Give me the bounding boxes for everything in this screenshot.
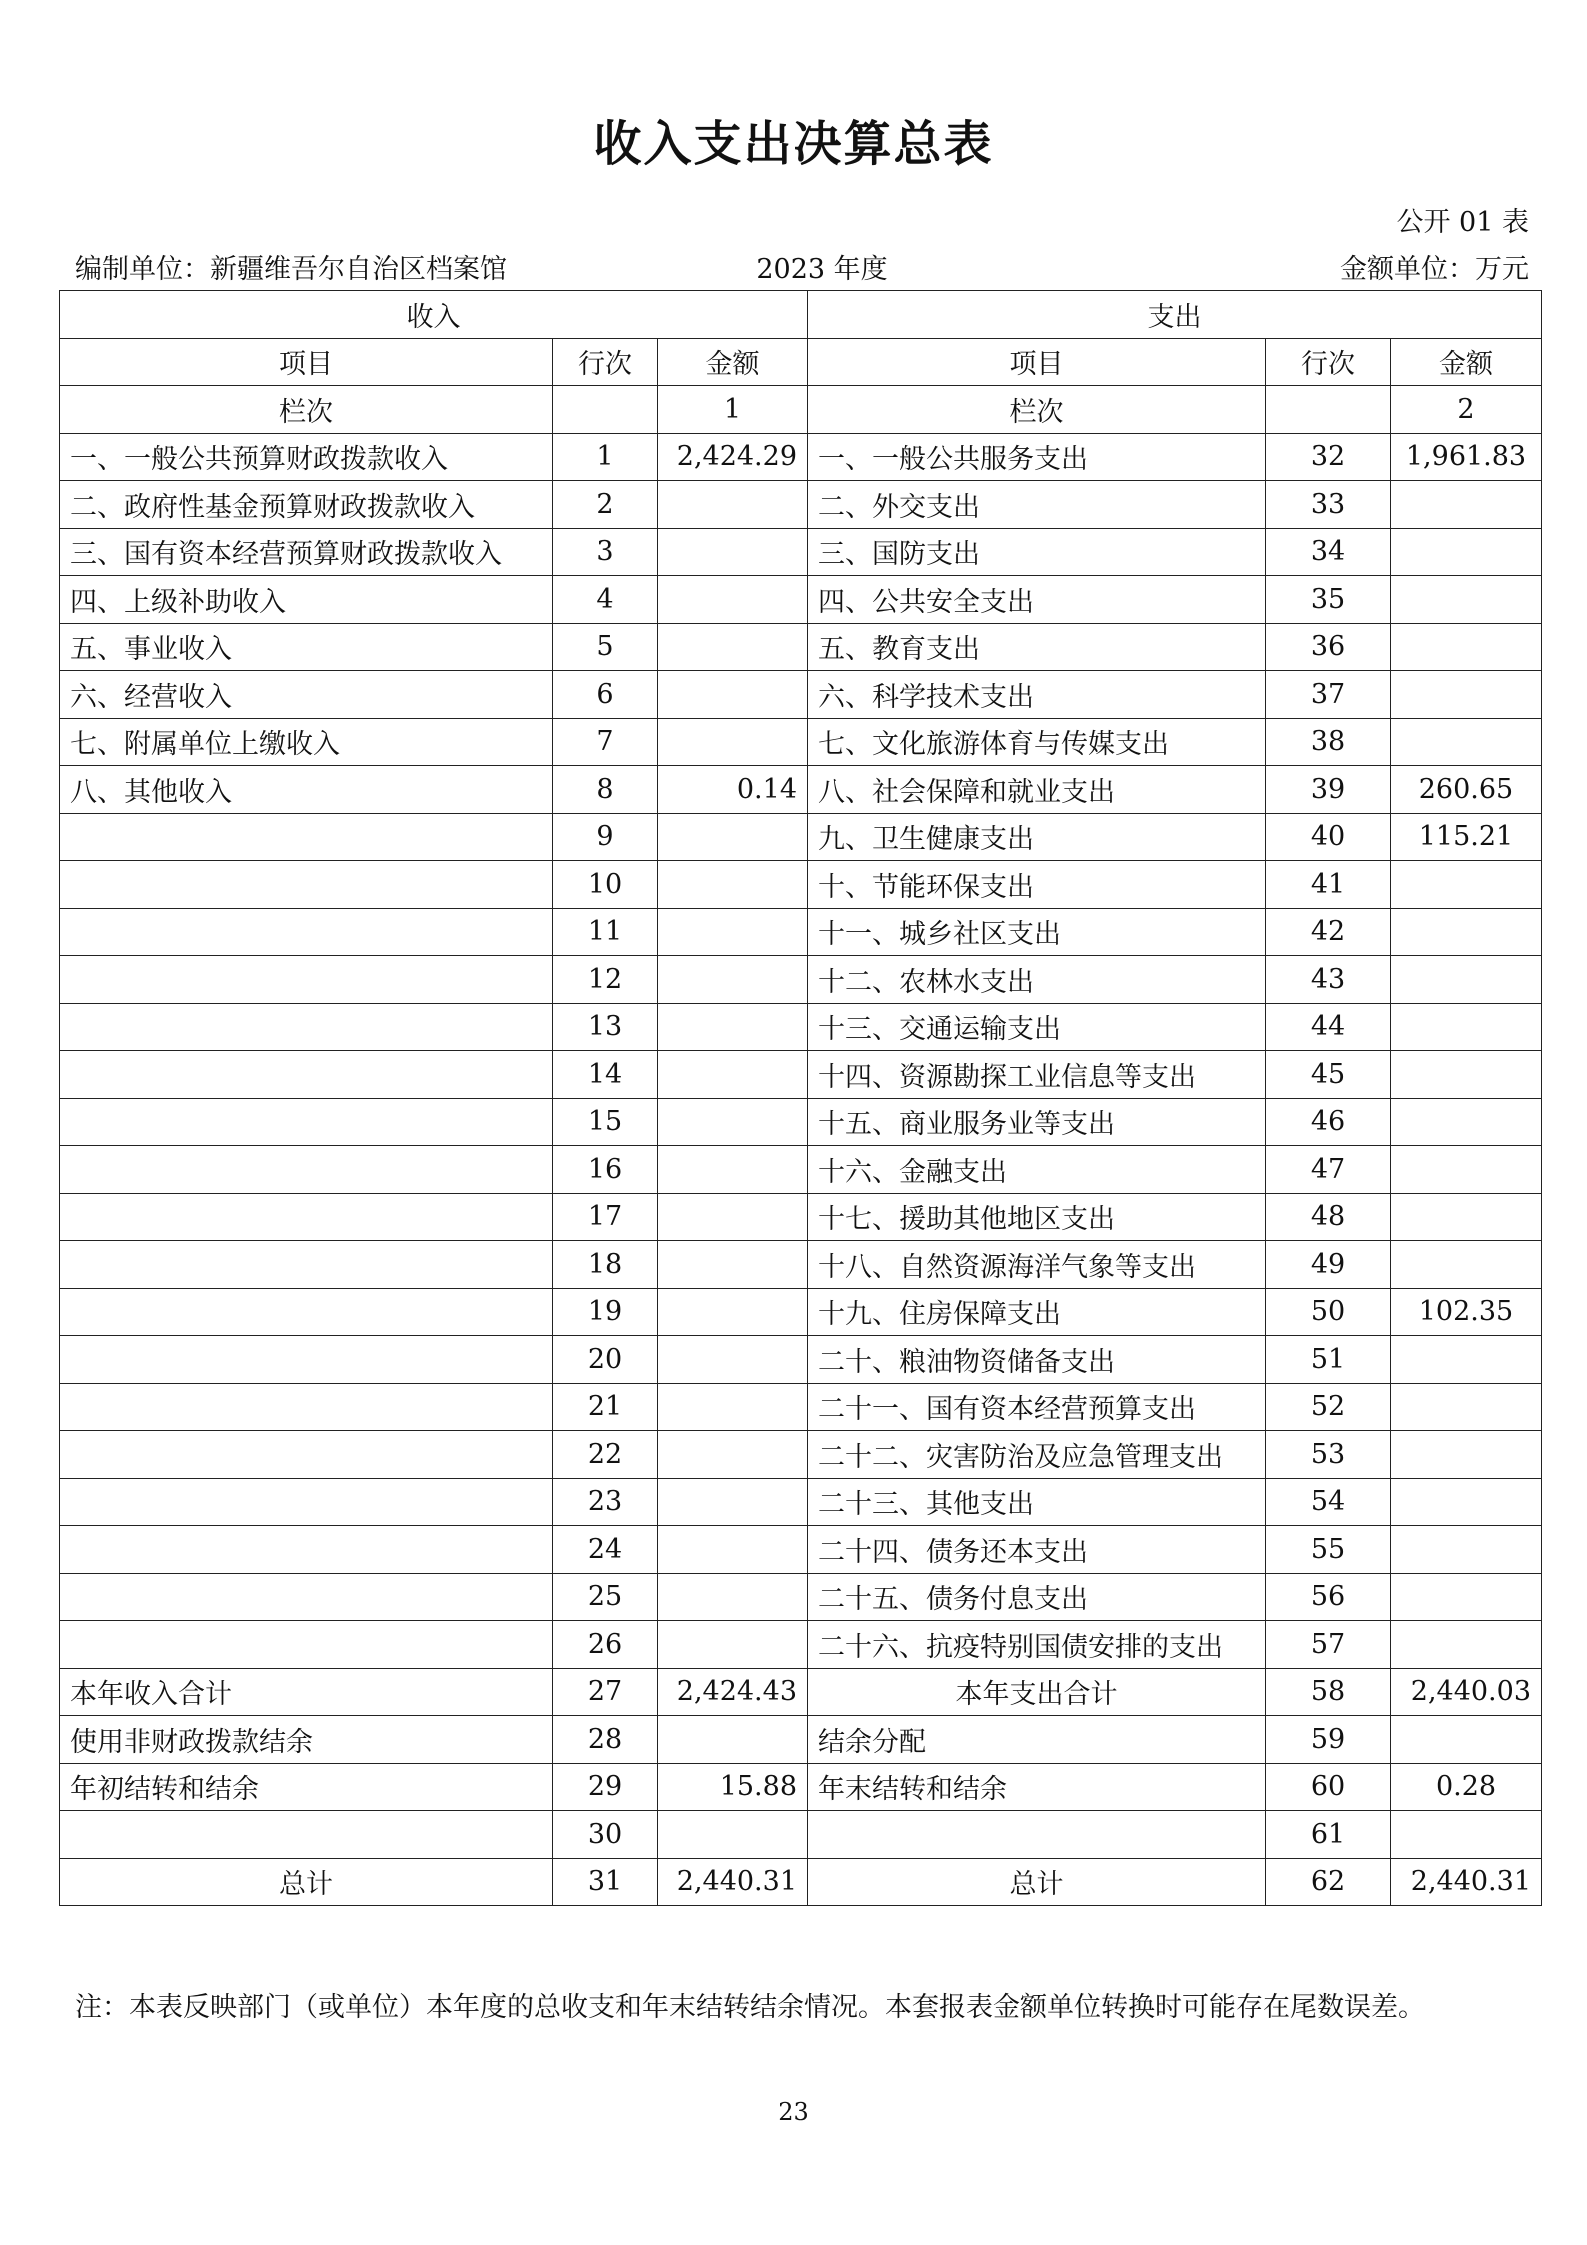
expense-row-no-blank (1266, 386, 1391, 434)
expense-row-no-cell: 32 (1266, 433, 1391, 481)
section-header-row (60, 291, 1542, 339)
income-row-no-cell: 12 (553, 956, 658, 1004)
table-row (60, 1003, 1542, 1051)
expense-item-cell: 五、教育支出 (808, 623, 1266, 671)
income-amount-cell (658, 908, 808, 956)
amount-unit: 金额单位：万元 (1340, 254, 1529, 285)
expense-amount-cell (1391, 1431, 1542, 1479)
expense-item-cell: 二十一、国有资本经营预算支出 (808, 1383, 1266, 1431)
expense-row-no-cell: 36 (1266, 623, 1391, 671)
expense-item-cell: 十一、城乡社区支出 (808, 908, 1266, 956)
expense-row-no-cell: 54 (1266, 1478, 1391, 1526)
expense-row-no-header: 行次 (1266, 338, 1391, 386)
income-amount-cell (658, 1098, 808, 1146)
income-item-cell: 三、国有资本经营预算财政拨款收入 (60, 528, 553, 576)
expense-row-no-cell: 52 (1266, 1383, 1391, 1431)
expense-item-cell: 二十六、抗疫特别国债安排的支出 (808, 1621, 1266, 1669)
expense-item-cell: 结余分配 (808, 1716, 1266, 1764)
income-row-no-cell: 22 (553, 1431, 658, 1479)
income-row-no-cell: 24 (553, 1526, 658, 1574)
expense-amount-cell (1391, 1621, 1542, 1669)
expense-amount-cell (1391, 956, 1542, 1004)
income-amount-cell: 2,424.43 (658, 1668, 808, 1716)
expense-row-no-cell: 43 (1266, 956, 1391, 1004)
income-row-no-header: 行次 (553, 338, 658, 386)
income-item-header: 项目 (60, 338, 553, 386)
income-amount-cell (658, 1431, 808, 1479)
income-row-no-cell: 9 (553, 813, 658, 861)
table-row (60, 1858, 1542, 1906)
page-number: 23 (778, 2098, 809, 2126)
income-amount-cell: 0.14 (658, 766, 808, 814)
expense-item-cell: 本年支出合计 (808, 1668, 1266, 1716)
table-row (60, 718, 1542, 766)
income-row-no-cell: 7 (553, 718, 658, 766)
income-item-cell (60, 908, 553, 956)
income-item-cell (60, 1288, 553, 1336)
table-note: 注：本表反映部门（或单位）本年度的总收支和年末结转结余情况。本套报表金额单位转换时可能存在尾数误差。 (75, 1992, 1425, 2023)
income-item-cell: 四、上级补助收入 (60, 576, 553, 624)
expense-amount-cell (1391, 623, 1542, 671)
expense-amount-header: 金额 (1391, 338, 1542, 386)
table-row (60, 766, 1542, 814)
income-amount-cell (658, 1716, 808, 1764)
income-amount-cell (658, 671, 808, 719)
table-row (60, 1431, 1542, 1479)
income-row-no-blank (553, 386, 658, 434)
income-amount-cell: 15.88 (658, 1763, 808, 1811)
expense-amount-cell (1391, 1051, 1542, 1099)
income-amount-cell (658, 1621, 808, 1669)
income-item-cell: 五、事业收入 (60, 623, 553, 671)
income-column-number: 1 (658, 386, 808, 434)
expense-item-cell: 二十二、灾害防治及应急管理支出 (808, 1431, 1266, 1479)
table-row (60, 956, 1542, 1004)
expense-amount-cell: 2,440.03 (1391, 1668, 1542, 1716)
income-amount-cell (658, 1003, 808, 1051)
expense-amount-cell (1391, 1811, 1542, 1859)
income-amount-cell (658, 1811, 808, 1859)
income-expense-table (59, 290, 1542, 1906)
income-column-label: 栏次 (60, 386, 553, 434)
expense-item-cell: 四、公共安全支出 (808, 576, 1266, 624)
expense-row-no-cell: 51 (1266, 1336, 1391, 1384)
table-row (60, 576, 1542, 624)
column-number-row (60, 386, 1542, 434)
expense-item-cell: 十五、商业服务业等支出 (808, 1098, 1266, 1146)
income-amount-cell (658, 1383, 808, 1431)
expense-item-cell: 十九、住房保障支出 (808, 1288, 1266, 1336)
expense-item-cell: 十二、农林水支出 (808, 956, 1266, 1004)
income-item-cell: 二、政府性基金预算财政拨款收入 (60, 481, 553, 529)
income-amount-cell (658, 861, 808, 909)
income-item-cell (60, 1383, 553, 1431)
expense-row-no-cell: 34 (1266, 528, 1391, 576)
report-meta-row (75, 247, 1529, 283)
income-item-cell: 六、经营收入 (60, 671, 553, 719)
income-amount-cell (658, 576, 808, 624)
income-item-cell (60, 1336, 553, 1384)
income-item-cell (60, 1431, 553, 1479)
expense-row-no-cell: 58 (1266, 1668, 1391, 1716)
income-row-no-cell: 4 (553, 576, 658, 624)
income-item-cell (60, 1003, 553, 1051)
expense-row-no-cell: 50 (1266, 1288, 1391, 1336)
table-row (60, 433, 1542, 481)
expense-row-no-cell: 40 (1266, 813, 1391, 861)
table-row (60, 908, 1542, 956)
income-amount-cell (658, 718, 808, 766)
income-row-no-cell: 13 (553, 1003, 658, 1051)
income-amount-header: 金额 (658, 338, 808, 386)
income-row-no-cell: 5 (553, 623, 658, 671)
expense-item-cell: 一、一般公共服务支出 (808, 433, 1266, 481)
expense-row-no-cell: 49 (1266, 1241, 1391, 1289)
income-item-cell (60, 1241, 553, 1289)
expense-amount-cell (1391, 1193, 1542, 1241)
income-item-cell (60, 1573, 553, 1621)
expense-item-cell: 十六、金融支出 (808, 1146, 1266, 1194)
table-row (60, 1288, 1542, 1336)
expense-amount-cell (1391, 1383, 1542, 1431)
expense-row-no-cell: 59 (1266, 1716, 1391, 1764)
expense-item-cell: 九、卫生健康支出 (808, 813, 1266, 861)
table-row (60, 1478, 1542, 1526)
income-item-cell (60, 1526, 553, 1574)
income-row-no-cell: 28 (553, 1716, 658, 1764)
income-item-cell (60, 1478, 553, 1526)
income-row-no-cell: 8 (553, 766, 658, 814)
income-item-cell (60, 1051, 553, 1099)
expense-item-cell: 二、外交支出 (808, 481, 1266, 529)
expense-item-cell: 二十、粮油物资储备支出 (808, 1336, 1266, 1384)
income-item-cell (60, 1098, 553, 1146)
table-row (60, 1051, 1542, 1099)
expense-item-cell: 十、节能环保支出 (808, 861, 1266, 909)
table-row (60, 1336, 1542, 1384)
income-item-cell (60, 1193, 553, 1241)
expense-amount-cell (1391, 1526, 1542, 1574)
income-row-no-cell: 29 (553, 1763, 658, 1811)
income-row-no-cell: 30 (553, 1811, 658, 1859)
income-amount-cell (658, 623, 808, 671)
income-row-no-cell: 26 (553, 1621, 658, 1669)
expense-item-cell: 十八、自然资源海洋气象等支出 (808, 1241, 1266, 1289)
expense-row-no-cell: 55 (1266, 1526, 1391, 1574)
expense-amount-cell (1391, 1241, 1542, 1289)
table-row (60, 1716, 1542, 1764)
table-row (60, 1811, 1542, 1859)
expense-amount-cell (1391, 1478, 1542, 1526)
expense-row-no-cell: 60 (1266, 1763, 1391, 1811)
expense-row-no-cell: 62 (1266, 1858, 1391, 1906)
income-amount-cell (658, 1051, 808, 1099)
table-row (60, 861, 1542, 909)
table-row (60, 1241, 1542, 1289)
expense-amount-cell (1391, 1336, 1542, 1384)
table-row (60, 1383, 1542, 1431)
expense-amount-cell: 260.65 (1391, 766, 1542, 814)
fiscal-year: 2023 年度 (756, 254, 888, 285)
income-row-no-cell: 18 (553, 1241, 658, 1289)
expense-item-cell: 二十三、其他支出 (808, 1478, 1266, 1526)
income-item-cell: 一、一般公共预算财政拨款收入 (60, 433, 553, 481)
expense-amount-cell (1391, 1573, 1542, 1621)
expense-item-cell: 八、社会保障和就业支出 (808, 766, 1266, 814)
income-item-cell (60, 1811, 553, 1859)
expense-row-no-cell: 44 (1266, 1003, 1391, 1051)
expense-row-no-cell: 42 (1266, 908, 1391, 956)
income-item-cell (60, 1621, 553, 1669)
expense-item-cell: 七、文化旅游体育与传媒支出 (808, 718, 1266, 766)
income-amount-cell: 2,440.31 (658, 1858, 808, 1906)
income-amount-cell (658, 1478, 808, 1526)
expense-amount-cell (1391, 481, 1542, 529)
income-item-cell: 年初结转和结余 (60, 1763, 553, 1811)
income-amount-cell (658, 1573, 808, 1621)
income-row-no-cell: 10 (553, 861, 658, 909)
table-row (60, 481, 1542, 529)
income-item-cell: 七、附属单位上缴收入 (60, 718, 553, 766)
income-row-no-cell: 2 (553, 481, 658, 529)
expense-row-no-cell: 56 (1266, 1573, 1391, 1621)
income-row-no-cell: 14 (553, 1051, 658, 1099)
expense-column-number: 2 (1391, 386, 1542, 434)
expense-item-cell: 年末结转和结余 (808, 1763, 1266, 1811)
expense-item-cell: 三、国防支出 (808, 528, 1266, 576)
expense-row-no-cell: 33 (1266, 481, 1391, 529)
expense-amount-cell: 115.21 (1391, 813, 1542, 861)
income-amount-cell (658, 481, 808, 529)
expense-column-label: 栏次 (808, 386, 1266, 434)
income-row-no-cell: 11 (553, 908, 658, 956)
expense-row-no-cell: 61 (1266, 1811, 1391, 1859)
income-item-cell: 总计 (60, 1858, 553, 1906)
income-amount-cell (658, 528, 808, 576)
expense-amount-cell (1391, 528, 1542, 576)
expense-amount-cell (1391, 1003, 1542, 1051)
table-row (60, 623, 1542, 671)
expense-item-header: 项目 (808, 338, 1266, 386)
expense-amount-cell: 0.28 (1391, 1763, 1542, 1811)
income-amount-cell (658, 1146, 808, 1194)
table-row (60, 528, 1542, 576)
expense-row-no-cell: 41 (1266, 861, 1391, 909)
expense-amount-cell: 2,440.31 (1391, 1858, 1542, 1906)
expense-amount-cell: 102.35 (1391, 1288, 1542, 1336)
income-row-no-cell: 31 (553, 1858, 658, 1906)
expense-row-no-cell: 46 (1266, 1098, 1391, 1146)
income-amount-cell (658, 1241, 808, 1289)
expense-amount-cell (1391, 1716, 1542, 1764)
expense-amount-cell (1391, 908, 1542, 956)
expense-row-no-cell: 35 (1266, 576, 1391, 624)
income-row-no-cell: 6 (553, 671, 658, 719)
expense-item-cell: 十四、资源勘探工业信息等支出 (808, 1051, 1266, 1099)
income-row-no-cell: 17 (553, 1193, 658, 1241)
income-amount-cell (658, 1193, 808, 1241)
income-item-cell (60, 1146, 553, 1194)
expense-section-header: 支出 (808, 291, 1542, 339)
table-row (60, 1621, 1542, 1669)
expense-amount-cell (1391, 718, 1542, 766)
income-section-header: 收入 (60, 291, 808, 339)
income-row-no-cell: 20 (553, 1336, 658, 1384)
expense-item-cell (808, 1811, 1266, 1859)
table-row (60, 1763, 1542, 1811)
expense-row-no-cell: 38 (1266, 718, 1391, 766)
expense-amount-cell (1391, 1146, 1542, 1194)
preparing-unit: 编制单位：新疆维吾尔自治区档案馆 (75, 254, 507, 285)
income-item-cell: 八、其他收入 (60, 766, 553, 814)
income-amount-cell: 2,424.29 (658, 433, 808, 481)
income-row-no-cell: 19 (553, 1288, 658, 1336)
income-item-cell (60, 861, 553, 909)
expense-item-cell: 十七、援助其他地区支出 (808, 1193, 1266, 1241)
expense-row-no-cell: 57 (1266, 1621, 1391, 1669)
table-row (60, 1193, 1542, 1241)
table-row (60, 1098, 1542, 1146)
income-item-cell (60, 813, 553, 861)
form-code: 公开 01 表 (1396, 207, 1529, 238)
expense-item-cell: 总计 (808, 1858, 1266, 1906)
income-row-no-cell: 27 (553, 1668, 658, 1716)
expense-row-no-cell: 39 (1266, 766, 1391, 814)
table-row (60, 1668, 1542, 1716)
expense-item-cell: 十三、交通运输支出 (808, 1003, 1266, 1051)
expense-item-cell: 六、科学技术支出 (808, 671, 1266, 719)
income-item-cell (60, 956, 553, 1004)
column-header-row (60, 338, 1542, 386)
table-row (60, 1146, 1542, 1194)
income-row-no-cell: 21 (553, 1383, 658, 1431)
income-row-no-cell: 3 (553, 528, 658, 576)
expense-amount-cell (1391, 576, 1542, 624)
expense-row-no-cell: 53 (1266, 1431, 1391, 1479)
page-title: 收入支出决算总表 (593, 116, 994, 172)
income-amount-cell (658, 1288, 808, 1336)
expense-amount-cell (1391, 861, 1542, 909)
table-row (60, 1573, 1542, 1621)
income-row-no-cell: 16 (553, 1146, 658, 1194)
expense-row-no-cell: 48 (1266, 1193, 1391, 1241)
expense-amount-cell (1391, 1098, 1542, 1146)
income-row-no-cell: 1 (553, 433, 658, 481)
income-amount-cell (658, 956, 808, 1004)
income-amount-cell (658, 1336, 808, 1384)
income-amount-cell (658, 1526, 808, 1574)
income-amount-cell (658, 813, 808, 861)
table-row (60, 671, 1542, 719)
expense-amount-cell: 1,961.83 (1391, 433, 1542, 481)
expense-row-no-cell: 47 (1266, 1146, 1391, 1194)
expense-amount-cell (1391, 671, 1542, 719)
income-row-no-cell: 25 (553, 1573, 658, 1621)
expense-row-no-cell: 45 (1266, 1051, 1391, 1099)
income-item-cell: 本年收入合计 (60, 1668, 553, 1716)
income-row-no-cell: 23 (553, 1478, 658, 1526)
table-row (60, 1526, 1542, 1574)
income-item-cell: 使用非财政拨款结余 (60, 1716, 553, 1764)
table-row (60, 813, 1542, 861)
expense-item-cell: 二十四、债务还本支出 (808, 1526, 1266, 1574)
expense-item-cell: 二十五、债务付息支出 (808, 1573, 1266, 1621)
income-row-no-cell: 15 (553, 1098, 658, 1146)
expense-row-no-cell: 37 (1266, 671, 1391, 719)
